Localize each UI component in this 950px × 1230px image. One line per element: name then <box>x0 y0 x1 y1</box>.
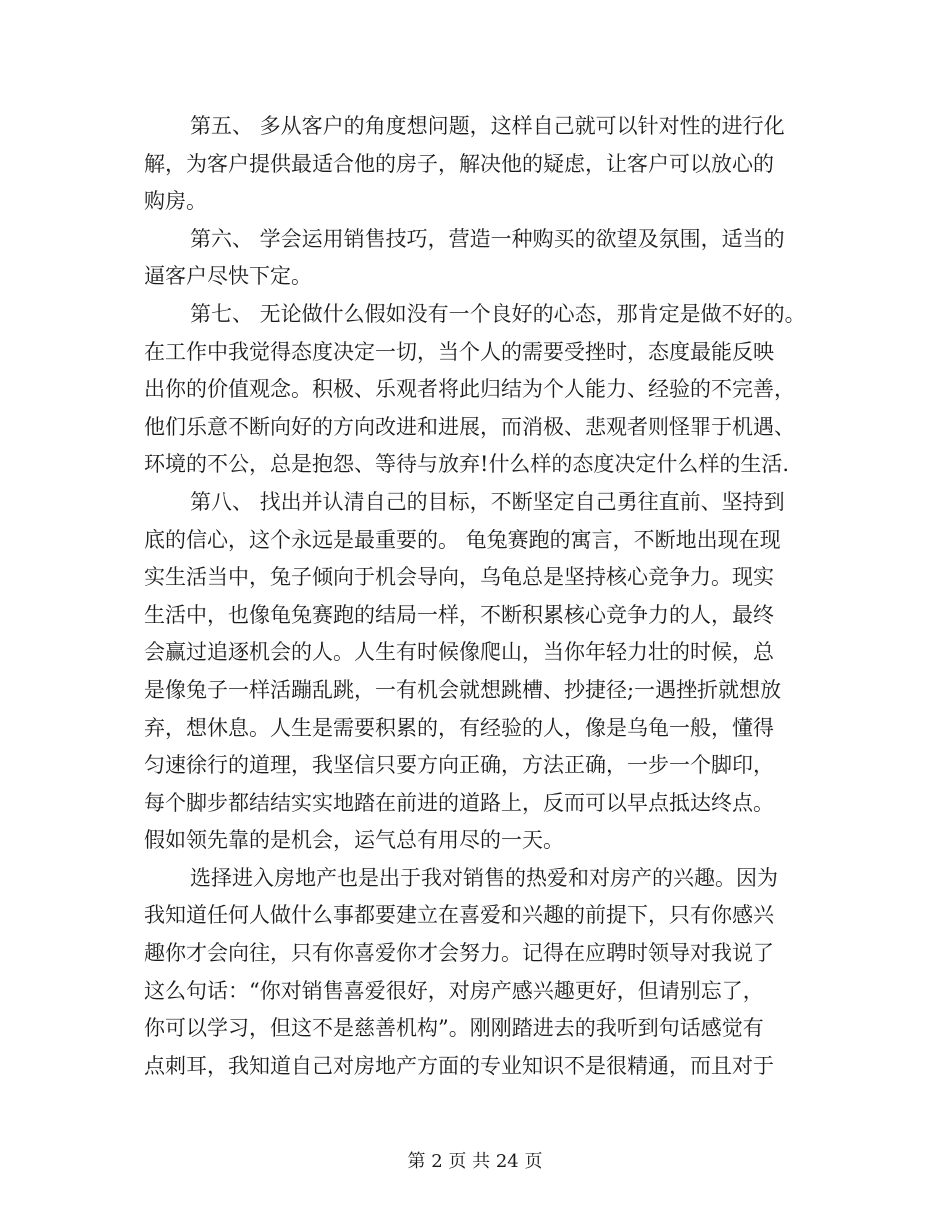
text-line: 在工作中我觉得态度决定一切，当个人的需要受挫时，态度最能反映 <box>144 339 774 364</box>
text-line: 生活中，也像龟兔赛跑的结局一样，不断积累核心竞争力的人，最终 <box>144 602 774 627</box>
text-line: 他们乐意不断向好的方向改进和进展，而消极、悲观者则怪罪于机遇、 <box>144 414 795 439</box>
text-line: 是像兔子一样活蹦乱跳，一有机会就想跳槽、抄捷径;一遇挫折就想放 <box>144 677 782 702</box>
text-line: 第六、 学会运用销售技巧，营造一种购买的欲望及氛围，适当的 <box>190 226 785 251</box>
text-line: 这么句话：“你对销售喜爱很好，对房产感兴趣更好，但请别忘了， <box>144 978 764 1003</box>
text-line: 假如领先靠的是机会，运气总有用尽的一天。 <box>144 828 564 853</box>
text-line: 出你的价值观念。积极、乐观者将此归结为个人能力、经验的不完善， <box>144 377 795 402</box>
text-line: 环境的不公，总是抱怨、等待与放弃!什么样的态度决定什么样的生活. <box>144 452 790 477</box>
text-line: 每个脚步都结结实实地踏在前进的道路上，反而可以早点抵达终点。 <box>144 790 774 815</box>
page-footer: 第 2 页 共 24 页 <box>407 1151 543 1172</box>
text-line: 解，为客户提供最适合他的房子，解决他的疑虑，让客户可以放心的 <box>144 151 774 176</box>
text-line: 第八、 找出并认清自己的目标，不断坚定自己勇往直前、坚持到 <box>190 489 785 514</box>
text-line: 购房。 <box>144 189 207 214</box>
text-line: 第五、 多从客户的角度想问题，这样自己就可以针对性的进行化 <box>190 114 785 138</box>
text-line: 第七、 无论做什么假如没有一个良好的心态，那肯定是做不好的。 <box>190 301 806 326</box>
text-line: 匀速徐行的道理，我坚信只要方向正确，方法正确，一步一个脚印， <box>144 753 774 778</box>
text-line: 实生活当中，兔子倾向于机会导向，乌龟总是坚持核心竞争力。现实 <box>144 565 774 590</box>
text-line: 会赢过追逐机会的人。人生有时候像爬山，当你年轻力壮的时候，总 <box>144 640 774 665</box>
text-line: 逼客户尽快下定。 <box>144 264 312 289</box>
text-line: 趣你才会向往，只有你喜爱你才会努力。记得在应聘时领导对我说了 <box>144 941 774 966</box>
document-body <box>144 108 824 1085</box>
text-line: 点刺耳，我知道自己对房地产方面的专业知识不是很精通，而且对于 <box>144 1053 774 1078</box>
text-line: 我知道任何人做什么事都要建立在喜爱和兴趣的前提下，只有你感兴 <box>144 903 774 928</box>
text-line: 弃，想休息。人生是需要积累的，有经验的人，像是乌龟一般，懂得 <box>144 715 774 740</box>
text-line: 你可以学习，但这不是慈善机构”。刚刚踏进去的我听到句话感觉有 <box>144 1016 764 1041</box>
text-line: 底的信心，这个永远是最重要的。 龟兔赛跑的寓言，不断地出现在现 <box>144 527 781 552</box>
text-line: 选择进入房地产也是出于我对销售的热爱和对房产的兴趣。因为 <box>190 865 778 890</box>
